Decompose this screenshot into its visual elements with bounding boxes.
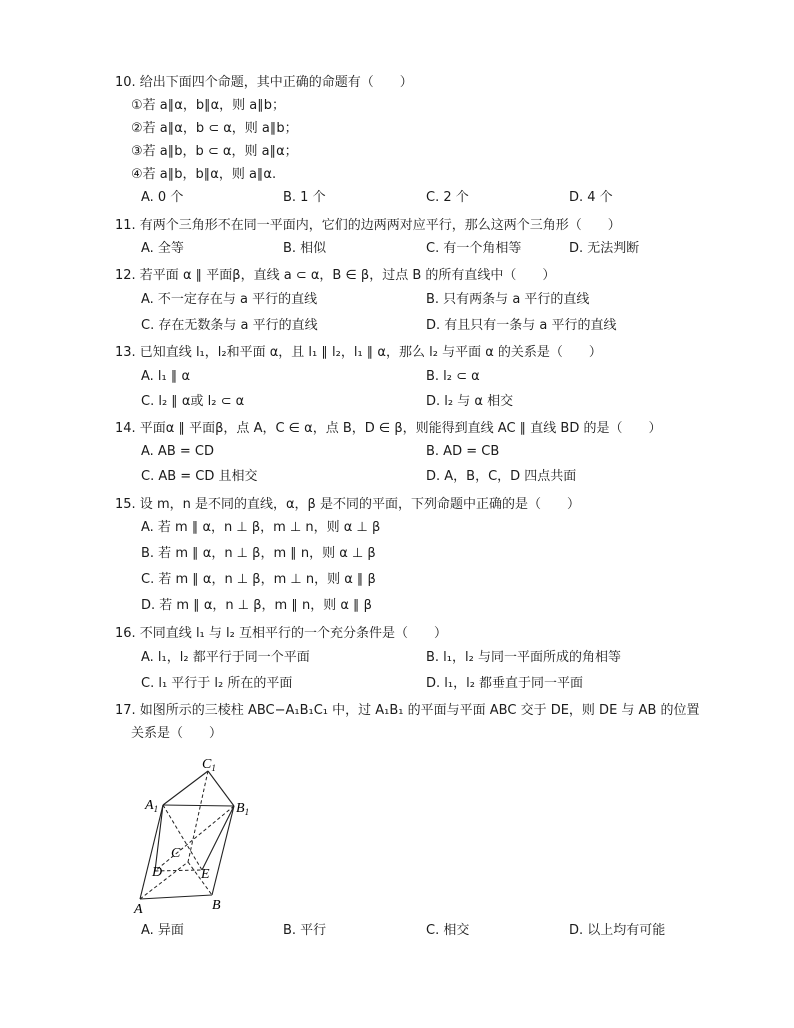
- q14-option-c[interactable]: C. AB = CD 且相交: [141, 469, 258, 484]
- q15-option-b[interactable]: B. 若 m ∥ α，n ⊥ β，m ∥ n，则 α ⊥ β: [141, 546, 376, 561]
- q16-option-a[interactable]: A. l₁，l₂ 都平行于同一个平面: [141, 650, 310, 665]
- edge-a1-b1: [163, 805, 234, 806]
- q13-option-a[interactable]: A. l₁ ∥ α: [141, 369, 191, 384]
- q12-option-b[interactable]: B. 只有两条与 a 平行的直线: [426, 292, 590, 307]
- q10-option-d[interactable]: D. 4 个: [569, 190, 613, 205]
- q17-stem-line2: 关系是（ ）: [131, 726, 223, 741]
- q15-stem: 15. 设 m，n 是不同的直线，α，β 是不同的平面，下列命题中正确的是（ ）: [115, 497, 580, 512]
- q10-proposition-4: ④若 a∥b，b∥α，则 a∥α.: [131, 167, 277, 182]
- q13-option-c[interactable]: C. l₂ ∥ α或 l₂ ⊂ α: [141, 394, 245, 409]
- q11-option-a[interactable]: A. 全等: [141, 241, 184, 256]
- label-b1: $B_1$: [236, 801, 250, 817]
- q10-proposition-2: ②若 a∥α，b ⊂ α，则 a∥b；: [131, 121, 298, 136]
- q11-option-b[interactable]: B. 相似: [283, 241, 327, 256]
- label-c: C: [171, 846, 181, 861]
- hidden-edge-b1-d: [155, 806, 234, 871]
- q11-stem: 11. 有两个三角形不在同一平面内，它们的边两两对应平行，那么这两个三角形（ ）: [115, 218, 621, 233]
- q15-option-d[interactable]: D. 若 m ∥ α，n ⊥ β，m ∥ n，则 α ∥ β: [141, 598, 372, 613]
- q11-option-d[interactable]: D. 无法判断: [569, 241, 640, 256]
- q14-option-b[interactable]: B. AD = CB: [426, 444, 500, 459]
- hidden-edge-c1-c: [188, 771, 208, 862]
- q13-stem: 13. 已知直线 l₁，l₂和平面 α，且 l₁ ∥ l₂，l₁ ∥ α，那么 l₂ 与平面 α 的关系是（ ）: [115, 345, 602, 360]
- edge-a-b: [140, 895, 212, 899]
- label-a: A: [134, 902, 143, 916]
- edge-c1-b1: [208, 771, 234, 806]
- label-c1: $C_1$: [202, 757, 216, 773]
- q17-option-a[interactable]: A. 异面: [141, 923, 184, 938]
- label-b: B: [212, 898, 221, 913]
- label-a1: $A_1$: [145, 798, 159, 814]
- label-e: E: [201, 867, 210, 882]
- q12-option-a[interactable]: A. 不一定存在与 a 平行的直线: [141, 292, 318, 307]
- edge-a1-d: [155, 805, 163, 871]
- q10-option-a[interactable]: A. 0 个: [141, 190, 184, 205]
- q14-stem: 14. 平面α ∥ 平面β，点 A，C ∈ α，点 B，D ∈ β，则能得到直线 AC ∥ 直线 BD 的是（ ）: [115, 421, 662, 436]
- q10-proposition-1: ①若 a∥α，b∥α，则 a∥b；: [131, 98, 285, 113]
- q17-stem-line1: 17. 如图所示的三棱柱 ABC−A₁B₁C₁ 中，过 A₁B₁ 的平面与平面 ABC 交于 DE，则 DE 与 AB 的位置: [115, 703, 700, 718]
- q17-option-c[interactable]: C. 相交: [426, 923, 470, 938]
- q16-option-c[interactable]: C. l₁ 平行于 l₂ 所在的平面: [141, 676, 293, 691]
- q15-option-a[interactable]: A. 若 m ∥ α，n ⊥ β，m ⊥ n，则 α ⊥ β: [141, 520, 381, 535]
- q12-stem: 12. 若平面 α ∥ 平面β，直线 a ⊂ α，B ∈ β，过点 B 的所有直线中（ ）: [115, 268, 556, 283]
- label-d: D: [152, 865, 163, 880]
- edge-a1-c1: [163, 771, 208, 805]
- q11-option-c[interactable]: C. 有一个角相等: [426, 241, 522, 256]
- q16-option-d[interactable]: D. l₁，l₂ 都垂直于同一平面: [426, 676, 584, 691]
- edge-b1-b: [212, 806, 234, 895]
- q10-option-b[interactable]: B. 1 个: [283, 190, 326, 205]
- edge-b1-e: [202, 806, 234, 870]
- q10-stem: 10. 给出下面四个命题，其中正确的命题有（ ）: [115, 75, 413, 90]
- q16-option-b[interactable]: B. l₁，l₂ 与同一平面所成的角相等: [426, 650, 621, 665]
- q10-option-c[interactable]: C. 2 个: [426, 190, 469, 205]
- q15-option-c[interactable]: C. 若 m ∥ α，n ⊥ β，m ⊥ n，则 α ∥ β: [141, 572, 376, 587]
- q17-option-b[interactable]: B. 平行: [283, 923, 327, 938]
- q17-option-d[interactable]: D. 以上均有可能: [569, 923, 666, 938]
- q12-option-c[interactable]: C. 存在无数条与 a 平行的直线: [141, 318, 318, 333]
- q14-option-a[interactable]: A. AB = CD: [141, 444, 214, 459]
- q10-proposition-3: ③若 a∥b，b ⊂ α，则 a∥α；: [131, 144, 298, 159]
- edge-a1-a: [140, 805, 163, 899]
- q13-option-d[interactable]: D. l₂ 与 α 相交: [426, 394, 514, 409]
- q14-option-d[interactable]: D. A，B，C，D 四点共面: [426, 469, 577, 484]
- q16-stem: 16. 不同直线 l₁ 与 l₂ 互相平行的一个充分条件是（ ）: [115, 626, 447, 641]
- q12-option-d[interactable]: D. 有且只有一条与 a 平行的直线: [426, 318, 617, 333]
- q13-option-b[interactable]: B. l₂ ⊂ α: [426, 369, 480, 384]
- prism-figure: [128, 752, 268, 916]
